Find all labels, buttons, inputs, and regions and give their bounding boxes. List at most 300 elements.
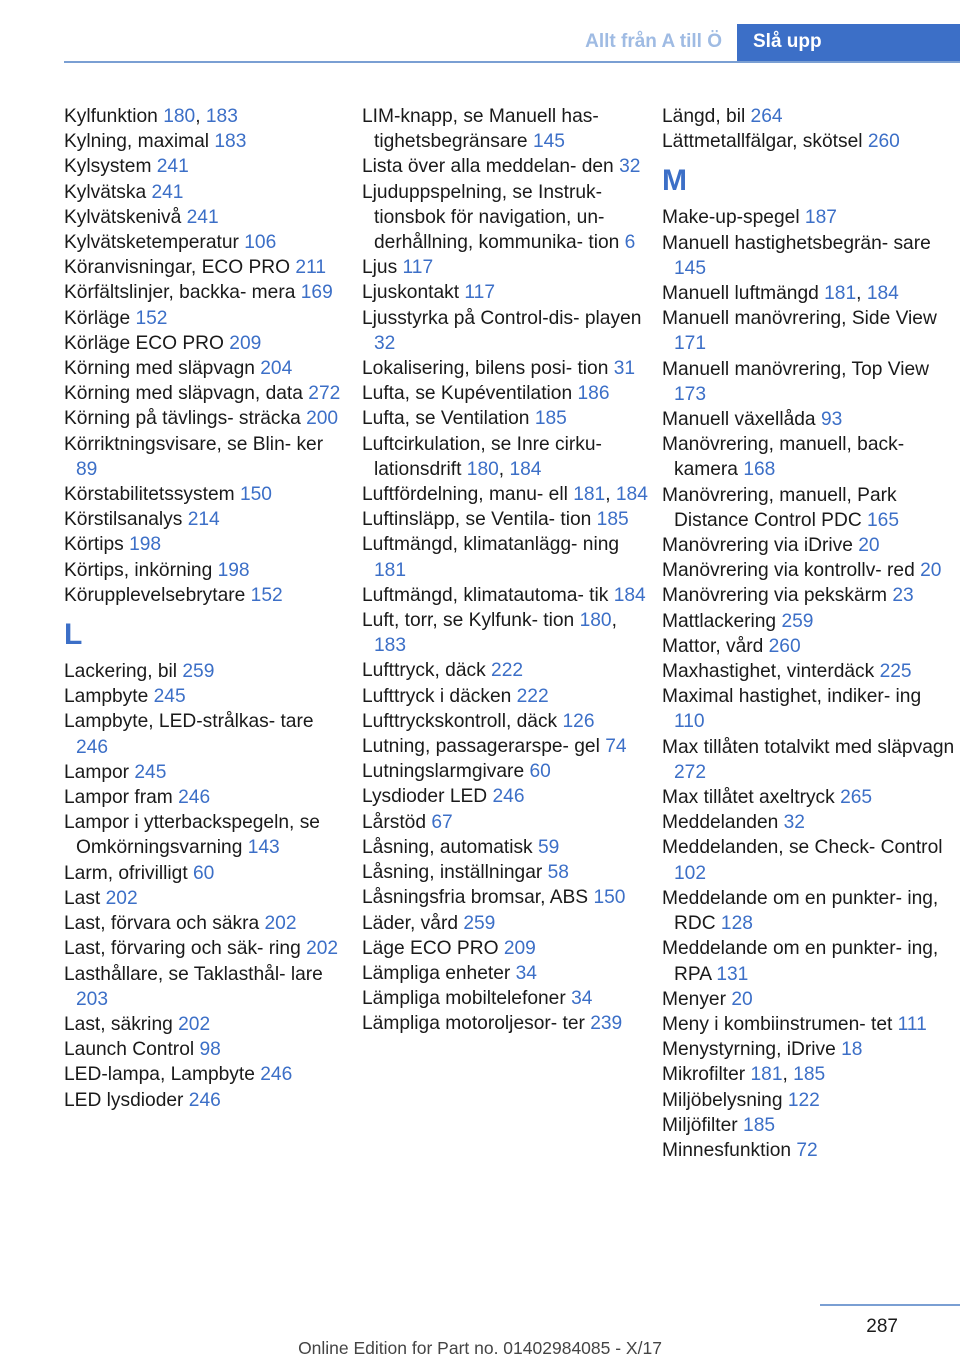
page-reference-link[interactable]: 131: [716, 963, 749, 985]
index-entry: [64, 1037, 349, 1062]
index-entry: [64, 962, 349, 1012]
page-reference-link[interactable]: 239: [590, 1013, 623, 1035]
page-reference-link[interactable]: 202: [178, 1013, 211, 1035]
index-term: Make-up-spegel: [662, 207, 805, 229]
index-entry: [662, 1138, 957, 1163]
page-reference-link[interactable]: 187: [804, 207, 837, 229]
index-entry: Luftfördelning, manu‐ ell 181, 184: [362, 484, 648, 506]
index-entry: [64, 306, 349, 331]
index-term: Körtips, inkörning: [64, 559, 218, 581]
index-term: Manuell manövrering, Side View: [662, 308, 937, 330]
index-entry: [64, 280, 349, 305]
index-term: Max tillåtet axeltryck: [662, 787, 841, 809]
index-entry: [662, 684, 957, 734]
page-reference-link[interactable]: 122: [787, 1089, 820, 1111]
index-entry: [362, 154, 652, 179]
page-reference-link[interactable]: 31: [613, 358, 636, 380]
index-entry: Kylfunktion 180, 183: [64, 106, 238, 127]
index-term: Lämpliga mobiltelefoner: [362, 988, 572, 1010]
page-reference-link[interactable]: 246: [188, 1089, 221, 1111]
index-entry: Mikrofilter 181, 185: [662, 1064, 826, 1086]
index-term: Meddelande om en punkter‐ ing, RDC: [662, 887, 939, 935]
page-reference-link[interactable]: 209: [503, 937, 536, 959]
index-term: Luftmängd, klimatautoma‐ tik: [362, 584, 614, 606]
index-term: Kylvätskenivå: [64, 206, 187, 228]
index-term: Lutning, passagerarspe‐ gel: [362, 736, 606, 758]
index-term: Launch Control: [64, 1039, 200, 1061]
page-reference-link[interactable]: 264: [750, 106, 783, 127]
index-column-3: [662, 104, 957, 1163]
index-term: Lämpliga motoroljesor‐ ter: [362, 1013, 591, 1035]
index-entry: [64, 1062, 349, 1087]
index-term: Menyer: [662, 988, 732, 1010]
index-entry: [362, 280, 652, 305]
page-reference-link[interactable]: 184: [615, 484, 648, 506]
page-reference-link[interactable]: 72: [796, 1139, 818, 1161]
page-reference-link[interactable]: 222: [491, 660, 524, 682]
page-reference-link[interactable]: 214: [187, 509, 220, 531]
index-entry: [662, 1113, 957, 1138]
index-entry: [362, 356, 652, 381]
index-term: Lårstöd: [362, 811, 432, 833]
page-reference-link[interactable]: 246: [260, 1064, 293, 1086]
index-term: Lufttryck i däcken: [362, 685, 517, 707]
index-term: Lampbyte: [64, 686, 154, 708]
index-term: Last, förvara och säkra: [64, 913, 265, 935]
index-entry: [362, 759, 652, 784]
index-entry: Luft, torr, se Kylfunk‐ tion 180, 183: [362, 610, 617, 657]
section-breadcrumb[interactable]: Allt från A till Ö: [585, 31, 722, 52]
page-reference-link[interactable]: 202: [306, 938, 339, 960]
index-entry: [64, 810, 349, 860]
page-reference-link[interactable]: 245: [134, 761, 167, 783]
index-entry: [64, 432, 349, 482]
page-reference-link[interactable]: 165: [867, 509, 900, 531]
page-reference-link[interactable]: 185: [793, 1064, 826, 1086]
index-entry: [64, 180, 349, 205]
index-term: Mikrofilter: [662, 1064, 751, 1086]
page-reference-link[interactable]: 93: [820, 409, 843, 431]
index-term: Lufta, se Kupéventilation: [362, 383, 578, 405]
page-reference-link[interactable]: 272: [308, 383, 341, 405]
page-reference-link[interactable]: 260: [867, 131, 900, 153]
page-reference-link[interactable]: 102: [674, 862, 707, 884]
page-reference-link[interactable]: 60: [193, 862, 215, 884]
page-reference-link[interactable]: 246: [178, 787, 211, 809]
index-entry: [64, 760, 349, 785]
page-reference-link[interactable]: 222: [516, 685, 549, 707]
index-entry: [64, 255, 349, 280]
index-entry: [64, 861, 349, 886]
index-entry: [662, 886, 957, 936]
index-term: Manövrering, manuell, Park Distance Control PDC: [662, 484, 897, 531]
index-term: Lufttryckskontroll, däck: [362, 710, 563, 732]
index-term: Manuell hastighetsbegrän‐ sare: [662, 232, 931, 254]
index-term: Kylvätska: [64, 181, 152, 203]
index-entry: [662, 533, 957, 558]
index-entry: [64, 709, 349, 759]
index-entry: [64, 558, 349, 583]
index-term: Lokalisering, bilens posi‐ tion: [362, 358, 614, 380]
page-reference-link[interactable]: 150: [593, 887, 626, 909]
index-term: Manövrering via pekskärm: [662, 585, 893, 607]
page-reference-link[interactable]: 211: [295, 257, 327, 279]
index-entry: [662, 483, 957, 533]
index-entry: [64, 532, 349, 557]
index-term: Luftinsläpp, se Ventila‐ tion: [362, 509, 597, 531]
page-reference-link[interactable]: 106: [244, 232, 277, 254]
index-entry: [362, 784, 652, 809]
index-entry: [64, 936, 349, 961]
page-reference-link[interactable]: 185: [596, 509, 629, 531]
index-column-2: [362, 104, 652, 1037]
index-entry: [362, 810, 652, 835]
page-reference-link[interactable]: 202: [264, 913, 297, 935]
index-term: Kylfunktion: [64, 106, 164, 127]
index-term: Köranvisningar, ECO PRO: [64, 257, 296, 279]
index-entry: [662, 432, 957, 482]
index-term: Manövrering via iDrive: [662, 535, 859, 557]
page-reference-link[interactable]: 184: [613, 584, 646, 606]
page-reference-link[interactable]: 145: [532, 131, 565, 153]
index-entry: [662, 205, 957, 230]
page-reference-link[interactable]: 67: [431, 811, 453, 833]
header-divider: [64, 61, 960, 63]
index-term: Mattor, vård: [662, 635, 769, 657]
page-reference-link[interactable]: 183: [214, 131, 247, 153]
index-term: Lampbyte, LED-strålkas‐ tare: [64, 711, 314, 733]
tab-lookup[interactable]: [737, 24, 960, 62]
index-term: LED-lampa, Lampbyte: [64, 1064, 261, 1086]
index-term: Lysdioder LED: [362, 786, 493, 808]
page-reference-link[interactable]: 58: [547, 862, 569, 884]
page-reference-link[interactable]: 20: [858, 535, 880, 557]
index-entry: [64, 911, 349, 936]
index-entry: [64, 785, 349, 810]
page-reference-link[interactable]: 98: [199, 1039, 221, 1061]
page-reference-link[interactable]: 181: [750, 1064, 783, 1086]
page-reference-link[interactable]: 260: [768, 635, 801, 657]
index-entry: [64, 583, 349, 608]
index-entry: [362, 911, 652, 936]
index-column-1: [64, 104, 349, 1113]
page-reference-link[interactable]: 180: [163, 106, 196, 127]
index-entry: [362, 406, 652, 431]
page-reference-link[interactable]: 34: [515, 962, 537, 984]
index-term: Lämpliga enheter: [362, 962, 516, 984]
page-reference-link[interactable]: 74: [605, 736, 627, 758]
index-term: Menystyrning, iDrive: [662, 1039, 842, 1061]
index-term: Larm, ofrivilligt: [64, 862, 194, 884]
page-reference-link[interactable]: 23: [892, 585, 914, 607]
index-entry: [662, 357, 957, 407]
index-entry: [362, 684, 652, 709]
index-entry: [64, 381, 349, 406]
page-reference-link[interactable]: 183: [205, 106, 238, 127]
index-term: Körfältslinjer, backka‐ mera: [64, 282, 301, 304]
index-entry: [362, 986, 652, 1011]
page-reference-link[interactable]: 6: [624, 232, 636, 254]
index-term: Körning på tävlings‐ sträcka: [64, 408, 307, 430]
index-entry: [662, 1037, 957, 1062]
page-reference-link[interactable]: 128: [720, 913, 753, 935]
index-term: Lättmetallfälgar, skötsel: [662, 131, 868, 153]
page-reference-link[interactable]: 203: [76, 988, 109, 1010]
index-term: Meny i kombiinstrumen‐ tet: [662, 1013, 898, 1035]
index-term: Lista över alla meddelan‐ den: [362, 156, 620, 178]
index-term: Längd, bil: [662, 106, 751, 127]
index-entry: [362, 658, 652, 683]
index-term: Ljusstyrka på Control-dis‐ playen: [362, 307, 642, 329]
index-term: Luftcirkulation, se Inre cirku‐ lationsdrift: [362, 433, 602, 480]
page-reference-link[interactable]: 181: [374, 559, 407, 581]
tab-lookup-label: Slå upp: [753, 31, 822, 52]
index-term: Meddelanden: [662, 812, 784, 834]
index-term: Meddelanden, se Check- Control: [662, 837, 943, 859]
page-reference-link[interactable]: 171: [674, 333, 707, 355]
index-entry: [64, 331, 349, 356]
index-entry: [362, 1011, 652, 1036]
index-entry: [662, 735, 957, 785]
index-entry: [662, 1088, 957, 1113]
index-term: Kylning, maximal: [64, 131, 215, 153]
index-term: Körning med släpvagn, data: [64, 383, 309, 405]
index-entry: [362, 583, 652, 608]
page-reference-link[interactable]: 185: [743, 1114, 776, 1136]
index-term: Lasthållare, se Taklasthål‐ lare: [64, 963, 323, 985]
index-term: Låsningsfria bromsar, ABS: [362, 887, 594, 909]
index-term: Miljöbelysning: [662, 1089, 788, 1111]
index-entry: [64, 684, 349, 709]
index-entry: [662, 987, 957, 1012]
page-reference-link[interactable]: 259: [463, 912, 496, 934]
index-entry: [662, 936, 957, 986]
index-entry: [362, 885, 652, 910]
page-reference-link[interactable]: 20: [731, 988, 753, 1010]
index-term: Luftmängd, klimatanlägg‐ ning: [362, 534, 620, 556]
index-term: Last: [64, 887, 106, 909]
index-term: Körtips: [64, 534, 130, 556]
page-reference-link[interactable]: 60: [529, 761, 551, 783]
index-term: Körning med släpvagn: [64, 358, 261, 380]
page-reference-link[interactable]: 184: [866, 283, 899, 305]
index-entry: [662, 129, 957, 154]
page-reference-link[interactable]: 202: [105, 887, 138, 909]
page-header: [0, 0, 960, 62]
page-reference-link[interactable]: 184: [509, 458, 542, 480]
index-term: Manuell växellåda: [662, 409, 821, 431]
index-entry: [662, 659, 957, 684]
page-reference-link[interactable]: 143: [247, 837, 280, 859]
index-term: Last, förvaring och säk‐ ring: [64, 938, 307, 960]
index-term: Lufta, se Ventilation: [362, 408, 535, 430]
index-entry: [362, 734, 652, 759]
index-term: Körstabilitetssystem: [64, 484, 240, 506]
page-reference-link[interactable]: 181: [824, 283, 857, 305]
index-term: Minnesfunktion: [662, 1139, 797, 1161]
index-term: Kylsystem: [64, 156, 157, 178]
index-entry: [662, 1012, 957, 1037]
index-term: Last, säkring: [64, 1013, 179, 1035]
index-term: Max tillåten totalvikt med släpvagn: [662, 736, 955, 758]
index-entry: [662, 558, 957, 583]
page-reference-link[interactable]: 183: [374, 635, 407, 657]
index-term: Ljus: [362, 257, 403, 279]
index-term: Körstilsanalys: [64, 509, 188, 531]
edition-footer: Online Edition for Part no. 01402984085 - X/17: [298, 1338, 662, 1358]
index-entry: Luftcirkulation, se Inre cirku‐ lationsdrift 180, 184: [362, 433, 602, 480]
index-entry: [64, 129, 349, 154]
footer-divider: [820, 1304, 960, 1306]
index-entry: [362, 255, 652, 280]
page-reference-link[interactable]: 20: [920, 560, 942, 582]
index-term: Körriktningsvisare, se Blin‐ ker: [64, 433, 324, 455]
page-reference-link[interactable]: 32: [374, 332, 396, 354]
index-entry: [362, 936, 652, 961]
index-entry: [662, 306, 957, 356]
index-entry: [64, 356, 349, 381]
page-reference-link[interactable]: 150: [239, 484, 272, 506]
index-term: Låsning, automatisk: [362, 836, 538, 858]
page-reference-link[interactable]: 117: [402, 257, 434, 279]
index-term: Lampor: [64, 761, 135, 783]
index-term: Miljöfilter: [662, 1114, 744, 1136]
page-reference-link[interactable]: 180: [579, 610, 612, 632]
page-reference-link[interactable]: 32: [783, 812, 805, 834]
page-reference-link[interactable]: 168: [743, 459, 776, 481]
index-term: Läge ECO PRO: [362, 937, 504, 959]
index-entry: [362, 860, 652, 885]
index-entry: [64, 507, 349, 532]
index-letter-heading: L: [64, 618, 83, 652]
index-term: Körläge: [64, 307, 136, 329]
page-reference-link[interactable]: 265: [840, 787, 873, 809]
index-entry: [662, 231, 957, 281]
page-reference-link[interactable]: 152: [250, 584, 283, 606]
index-entry: [64, 659, 349, 684]
page-reference-link[interactable]: 198: [217, 559, 250, 581]
index-term: Lackering, bil: [64, 661, 183, 683]
index-entry: [662, 785, 957, 810]
index-term: Lufttryck, däck: [362, 660, 492, 682]
index-term: Luftfördelning, manu‐ ell: [362, 484, 574, 506]
page-reference-link[interactable]: 32: [619, 156, 641, 178]
index-entry: [362, 961, 652, 986]
page-reference-link[interactable]: 259: [182, 661, 215, 683]
page-reference-link[interactable]: 173: [674, 383, 707, 405]
index-entry: [362, 507, 652, 532]
index-entry: [64, 886, 349, 911]
index-entry: [64, 205, 349, 230]
index-entry: [362, 835, 652, 860]
index-entry: [362, 381, 652, 406]
index-term: Körupplevelsebrytare: [64, 584, 251, 606]
index-entry: [362, 306, 652, 356]
page-reference-link[interactable]: 181: [573, 484, 606, 506]
page-reference-link[interactable]: 59: [538, 836, 560, 858]
page-reference-link[interactable]: 145: [674, 257, 707, 279]
index-entry: [362, 532, 652, 582]
index-term: Körläge ECO PRO: [64, 332, 230, 354]
page-reference-link[interactable]: 110: [674, 711, 705, 733]
page-reference-link[interactable]: 180: [466, 458, 499, 480]
index-term: Luft, torr, se Kylfunk‐ tion: [362, 610, 580, 632]
page-reference-link[interactable]: 117: [464, 282, 495, 304]
page-reference-link[interactable]: 200: [306, 408, 339, 430]
index-entry: [64, 406, 349, 431]
index-term: Manövrering, manuell, back‐ kamera: [662, 434, 905, 481]
index-term: Lampor i ytterbackspegeln, se Omkörningsvarning: [64, 812, 320, 859]
page-reference-link[interactable]: 111: [897, 1013, 927, 1035]
index-term: Lampor fram: [64, 787, 179, 809]
page-reference-link[interactable]: 89: [76, 458, 98, 480]
page-reference-link[interactable]: 225: [879, 661, 912, 683]
index-term: Mattlackering: [662, 610, 782, 632]
page-reference-link[interactable]: 34: [571, 988, 593, 1010]
page-reference-link[interactable]: 204: [260, 358, 293, 380]
index-term: Ljuskontakt: [362, 282, 465, 304]
index-term: Låsning, inställningar: [362, 862, 548, 884]
index-entry: Manuell luftmängd 181, 184: [662, 283, 899, 305]
index-entry: [662, 634, 957, 659]
page-reference-link[interactable]: 186: [577, 383, 610, 405]
page-reference-link[interactable]: 169: [300, 282, 333, 304]
index-entry: [64, 154, 349, 179]
page-reference-link[interactable]: 241: [186, 206, 219, 228]
page-reference-link[interactable]: 18: [841, 1039, 863, 1061]
index-entry: [64, 1088, 349, 1113]
page-reference-link[interactable]: 152: [135, 307, 168, 329]
index-term: Maxhastighet, vinterdäck: [662, 661, 880, 683]
index-term: Manövrering via kontrollv‐ red: [662, 560, 921, 582]
index-term: Kylvätsketemperatur: [64, 232, 245, 254]
page-reference-link[interactable]: 246: [492, 786, 525, 808]
index-entry: [64, 1012, 349, 1037]
index-term: Maximal hastighet, indiker‐ ing: [662, 686, 922, 708]
page-reference-link[interactable]: 272: [674, 761, 707, 783]
index-term: Lutningslarmgivare: [362, 761, 530, 783]
page-reference-link[interactable]: 126: [562, 710, 595, 732]
index-term: Ljuduppspelning, se Instruk‐ tionsbok för navigation, un‐ derhållning, kommunika‐ tion: [362, 181, 625, 254]
index-entry: [362, 180, 652, 256]
index-entry: [662, 583, 957, 608]
page-reference-link[interactable]: 245: [153, 686, 186, 708]
index-term: LED lysdioder: [64, 1089, 189, 1111]
index-entry: [662, 104, 957, 129]
index-term: Manuell luftmängd: [662, 283, 825, 305]
page-reference-link[interactable]: 198: [129, 534, 162, 556]
page-reference-link[interactable]: 246: [76, 736, 109, 758]
page-reference-link[interactable]: 209: [229, 332, 262, 354]
page-number: 287: [866, 1316, 898, 1337]
page-reference-link[interactable]: 241: [151, 181, 184, 203]
page-reference-link[interactable]: 185: [534, 408, 567, 430]
index-entry: [662, 609, 957, 634]
page-reference-link[interactable]: 259: [781, 610, 814, 632]
index-entry: [662, 835, 957, 885]
index-entry: [64, 482, 349, 507]
index-term: Manuell manövrering, Top View: [662, 358, 929, 380]
page-reference-link[interactable]: 241: [156, 156, 189, 178]
index-entry: [662, 407, 957, 432]
index-term: Läder, vård: [362, 912, 464, 934]
index-letter-heading: M: [662, 164, 687, 198]
index-term: LIM-knapp, se Manuell has‐ tighetsbegränsare: [362, 106, 599, 153]
index-entry: [662, 810, 957, 835]
index-term: Meddelande om en punkter‐ ing, RPA: [662, 938, 939, 985]
index-entry: [362, 709, 652, 734]
index-entry: [362, 104, 652, 154]
